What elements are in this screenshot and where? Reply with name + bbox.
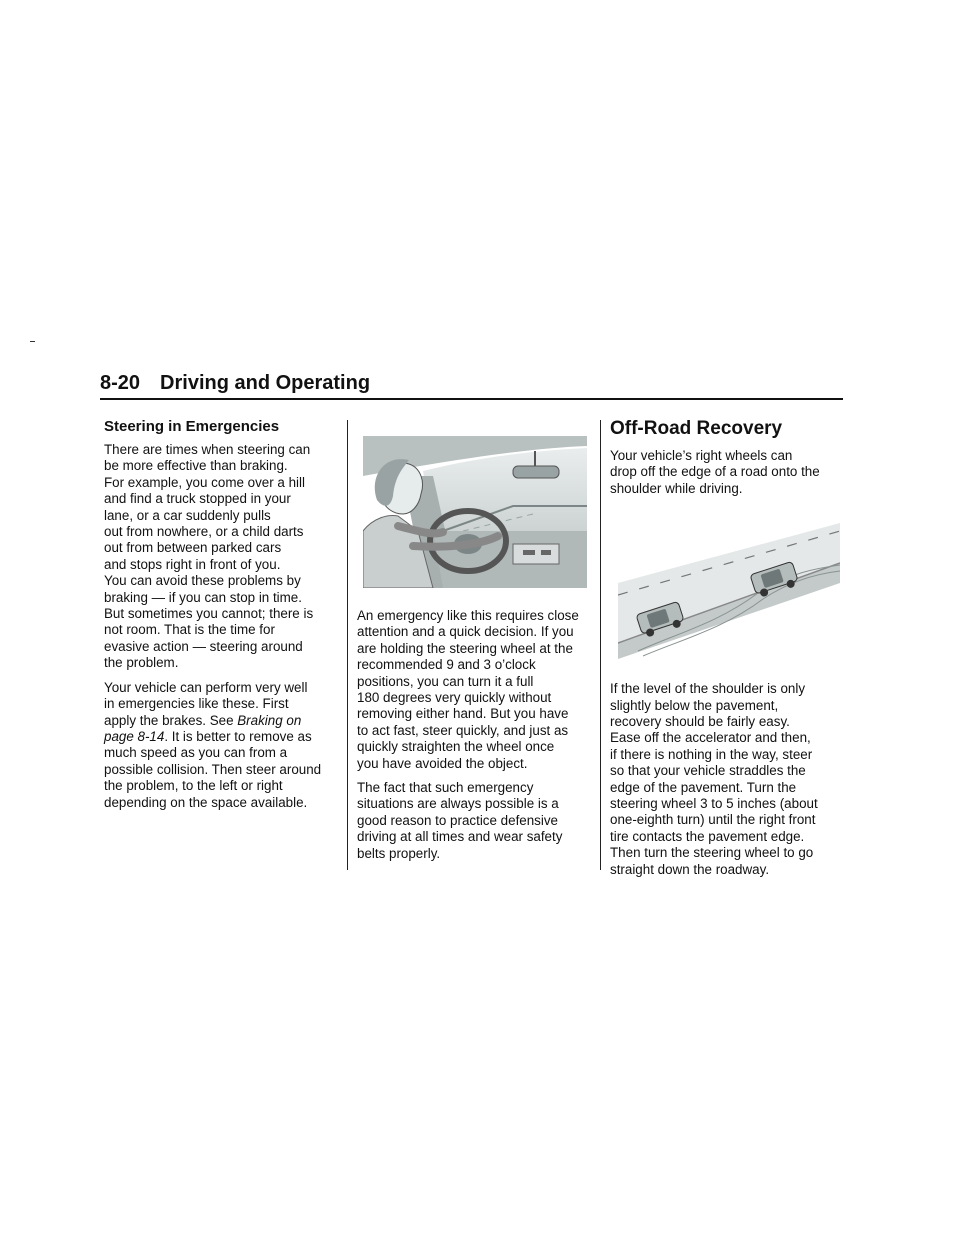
cross-reference-link[interactable]: Braking on: [237, 712, 302, 728]
heading-off-road-recovery: Off-Road Recovery: [610, 418, 783, 439]
column-divider: [600, 420, 601, 870]
column-1: [104, 418, 340, 819]
paragraph: Your vehicle’s right wheels can drop off the edge of a road onto the shoulder while driving.: [610, 448, 820, 496]
column-3: [610, 418, 846, 886]
crop-mark: [30, 341, 35, 342]
off-road-recovery-illustration: [618, 523, 840, 659]
driver-steering-illustration: [363, 436, 587, 588]
page-number: 8-20: [100, 372, 141, 394]
paragraph: Your vehicle can perform very well in emergencies like these. First apply the brakes. See Braking on page 8-14. It is better to remove as much speed as you can from a possible collision. Then steer around the problem, to the left or right depending on the space available.: [104, 679, 322, 810]
paragraph: If the level of the shoulder is only slightly below the pavement, recovery should be fairly easy. Ease off the accelerator and then, if there is nothing in the way, steer so that your vehicle straddles the edge of the pavement. Turn the steering wheel 3 to 5 inches (about one-eighth turn) until the right front tire contacts the pavement edge. Then turn the steering wheel to go straight down the roadway.: [610, 681, 818, 877]
section-title: Driving and Operating: [160, 372, 371, 394]
paragraph: There are times when steering can be more effective than braking. For example, you come over a hill and find a truck stopped in your lane, or a car suddenly pulls out from nowhere, or a child darts out from between parked cars and stops right in front of you. You can avoid these problems by braking — if you can stop in time. But sometimes you cannot; there is not room. That is the time for evasive action — steering around the problem.: [104, 442, 314, 671]
page-header: [100, 370, 843, 400]
column-divider: [347, 420, 348, 870]
paragraph: The fact that such emergency situations are always possible is a good reason to practice defensive driving at all times and wear safety belts properly.: [357, 780, 563, 861]
cross-reference-link[interactable]: page 8-14: [104, 728, 165, 744]
paragraph: An emergency like this requires close attention and a quick decision. If you are holding the steering wheel at the recommended 9 and 3 o’clock positions, you can turn it a full 180 degrees very quickly without removing either hand. But you have to act fast, steer quickly, and just as quickly straighten the wheel once you have avoided the object.: [357, 608, 579, 771]
column-2: [357, 418, 593, 870]
heading-steering-in-emergencies: Steering in Emergencies: [104, 418, 280, 435]
